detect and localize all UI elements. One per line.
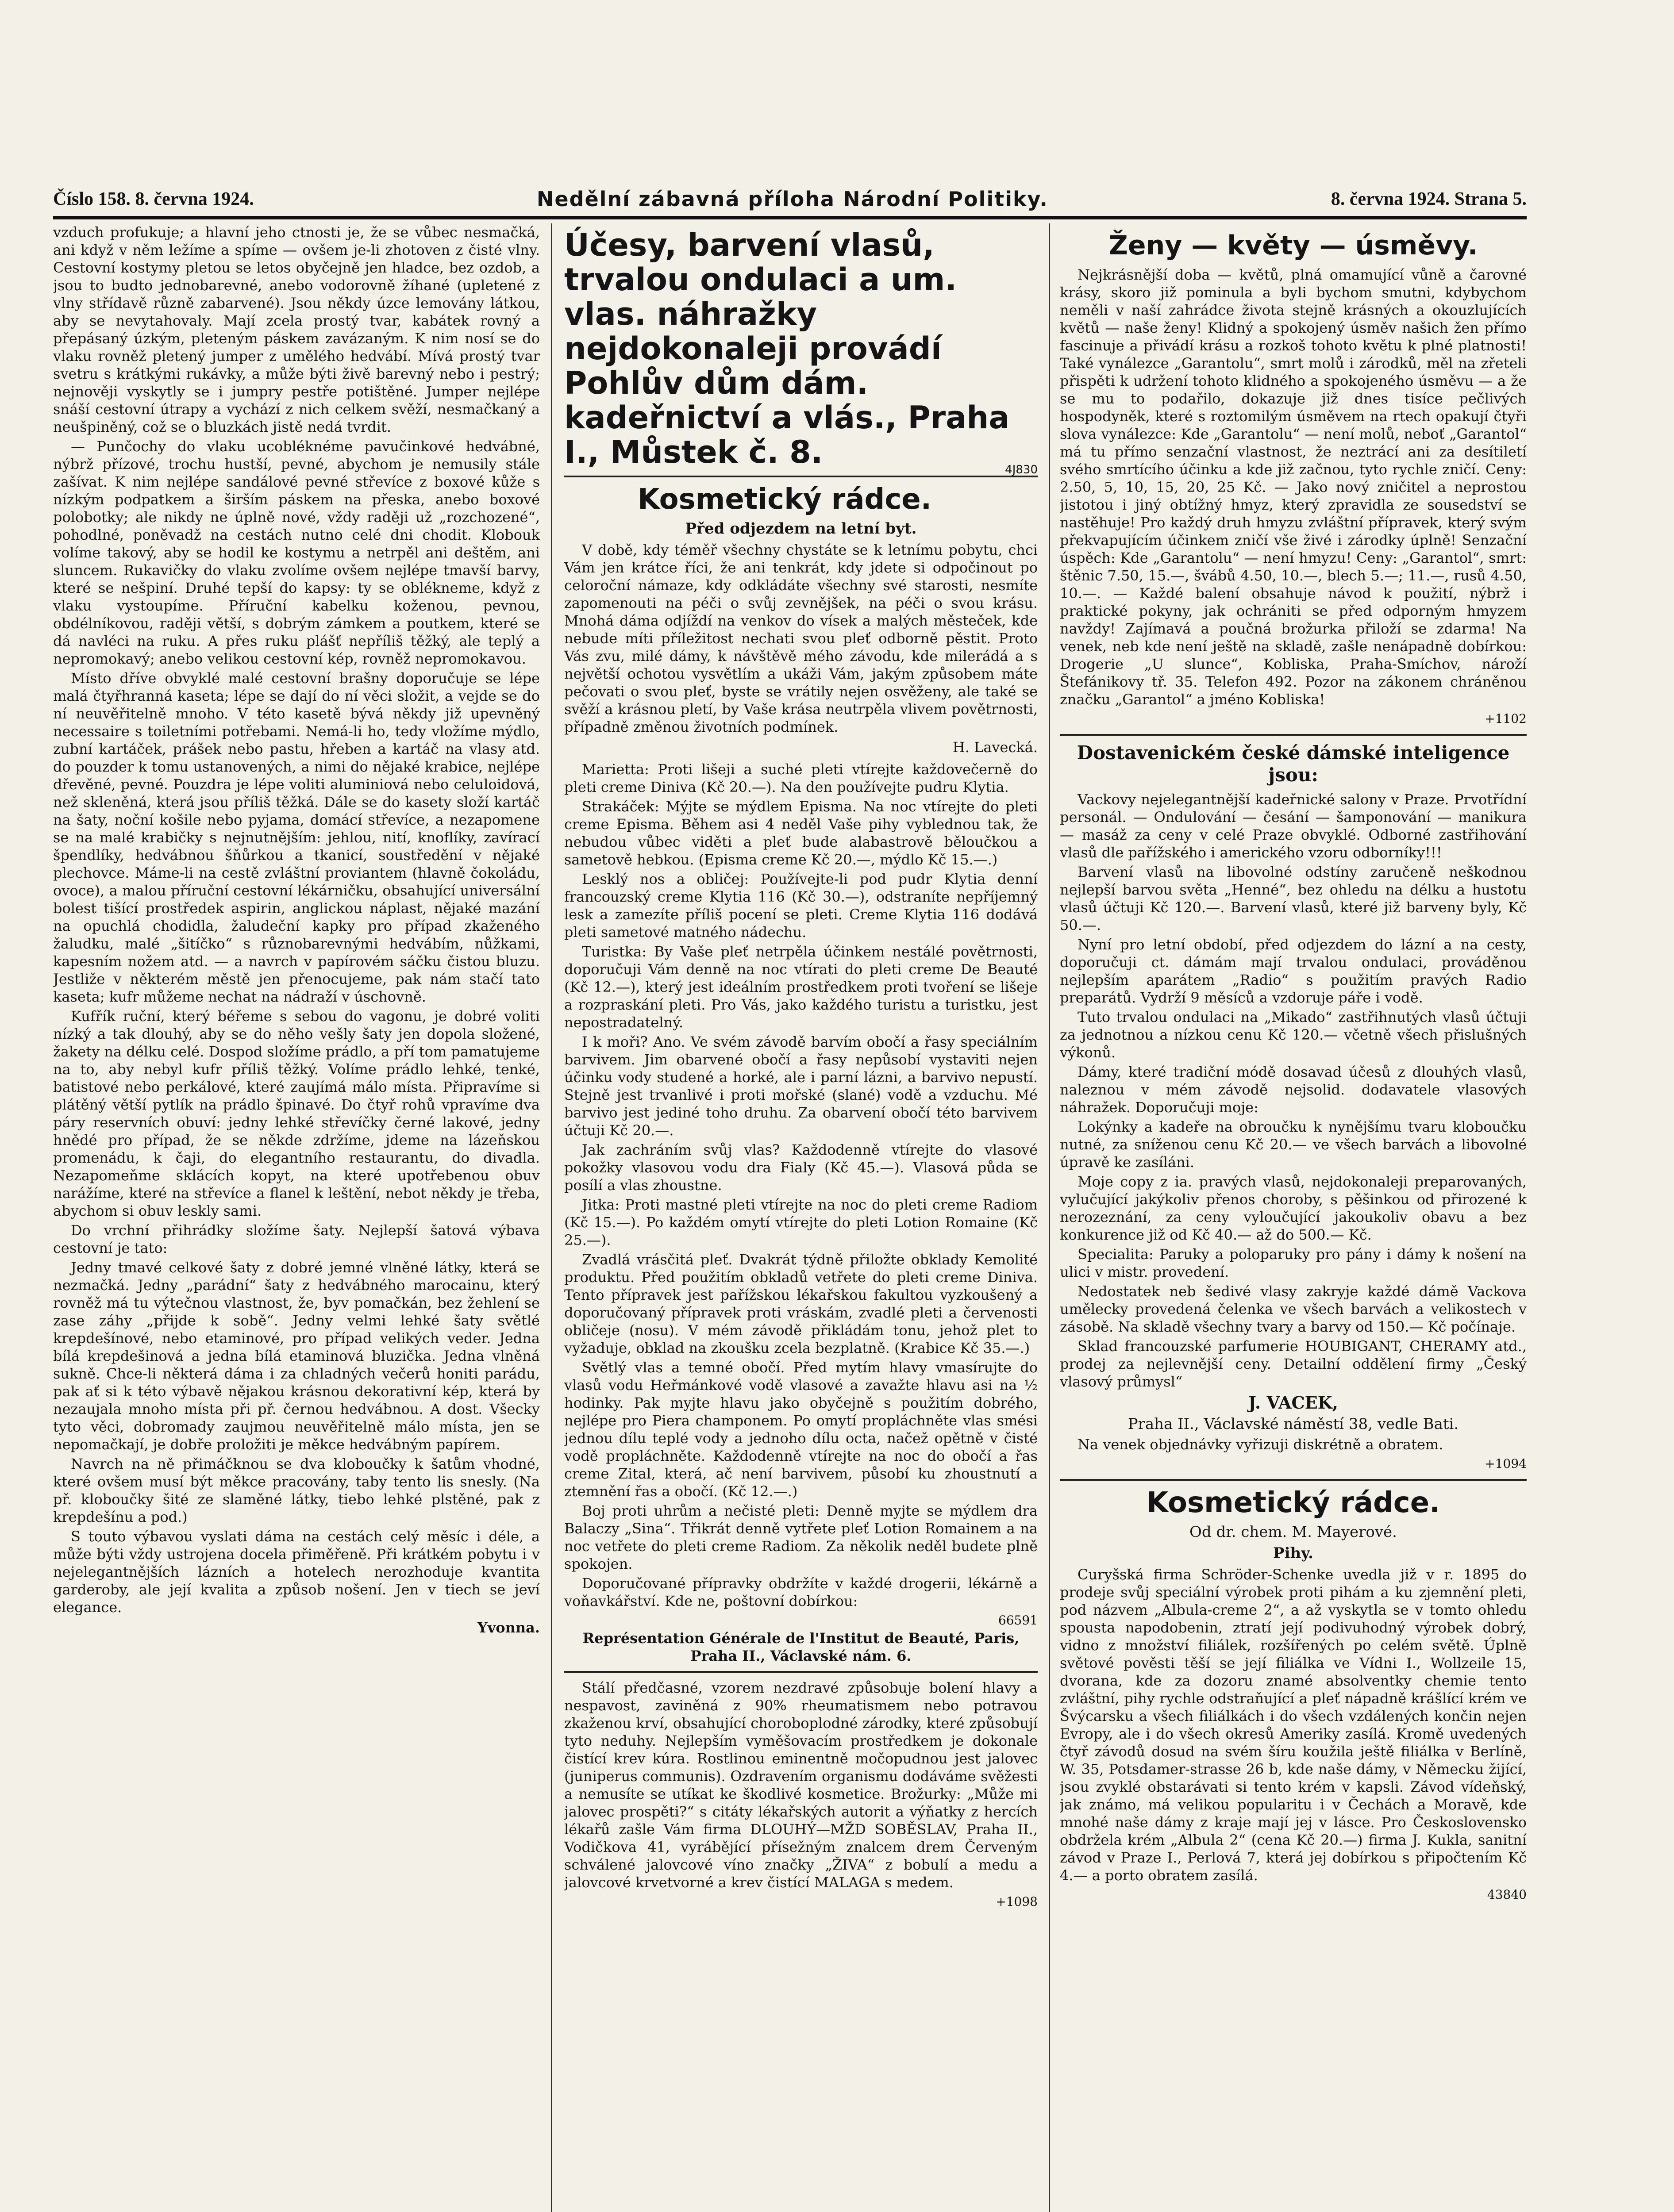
article-paragraph: Jedny tmavé celkové šaty z dobré jemné vlněné látky, která se nezmačká. Jedny „parádní“ šaty z hedvábného marocainu, který rovněž má tu výtečnou vlastnost, že, byv pomačkán, bez žehlení se zase záhy „přijde k sobě“. Jedny velmi lehké šaty světlé krepdešínové, nebo etaminové, pro případ velikých veder. Jedna bílá krepdešinová a jedna bílá etaminová bluzička. Jedna vlněná sukně. Chce-li některá dáma i za chladných večerů honiti parádu, pak ať si k této výbavě nějakou krásnou dekorativní kép, která by nezaujala mnoho místa při př. černou hedvábnou. A dost. Všecky tyto věci, dobromady zaujmou neuvěřitelně málo místa, jen se nepomačkají, je dobře proložiti je měkce hedvábným papírem. xyxy=(53,1259,540,1453)
header-masthead: Nedělní zábavná příloha Národní Politiky. xyxy=(536,187,1048,211)
column-divider xyxy=(1049,223,1050,2212)
header-page-number: 8. června 1924. Strana 5. xyxy=(1331,189,1527,209)
section-rule xyxy=(564,1671,1038,1673)
cosmetic-advice-byline: Od dr. chem. M. Mayerové. xyxy=(1189,1523,1397,1541)
ad-code: +1094 xyxy=(1485,1456,1527,1471)
cosmetic-advice-subtitle-2: Pihy. xyxy=(1273,1544,1313,1562)
juniper-ad: Stálí předčasné, vzorem nezdravé způsobuje bolení hlavy a nespavost, zaviněná z 90% rheumatismem nebo potravou zkaženou krví, obsahující choroboplodné zárodky, které způsobují tyto neduhy. Nejlepším vyměšovacím prostředkem je dokonale čistící krev kúra. Rostlinou eminentně močopudnou jest jalovec (juniperus communis). Ozdravením organismu dodáváme svěžesti a nemusíte se utíkat ke škodlivé kosmetice. Brožurky: „Může mi jalovec prospěti?“ s citáty lékařských autorit a výňatky z hercích lékařů zašle Vám firma DLOUHÝ—MŽD SOBĚSLAV, Praha II., Vodičkova 41, vyrábějící přísežným znalcem drem Červeným schválené jalovcové víno značky „ŽIVA“ z bobulí a medu a jalovcové krvetvorné a krev čistící MALAGA s medem. xyxy=(564,1679,1038,1891)
cosmetic-advice-signature: H. Lavecká. xyxy=(952,739,1038,756)
advice-answer: Jitka: Proti mastné pleti vtírejte na noc do pleti creme Radiom (Kč 15.—). Po každém omytí vtírejte do pleti Lotion Romaine (Kč 25.—). xyxy=(564,1196,1038,1248)
advice-answer: Marietta: Proti lišeji a suché pleti vtírejte každovečerně do pleti creme Diniva (Kč 20.—). Na den používejte pudru Klytia. xyxy=(564,761,1038,795)
header-rule xyxy=(53,216,1527,219)
hair-salon-ad-text: Účesy, barvení vlasů, trvalou ondulaci a um. vlas. náhražky nejdokonaleji provádí Pohlův dům dám. kadeřnictví a vlás., Praha I., Můstek č. 8. xyxy=(564,227,1010,470)
vacek-ad-paragraph: Lokýnky a kadeře na obroučku k nynějšímu tvaru kloboučku nutné, za sníženou cenu Kč 20.— ve všech barvách a libovolné úpravě ke zasíláni. xyxy=(1060,1118,1527,1171)
section-rule xyxy=(1060,1479,1527,1481)
vacek-ad-paragraph: Dámy, které tradiční módě dosavad účesů z dlouhých vlasů, naleznou v mém závodě nejsolid. dodavatele vlasových náhražek. Doporučuji moje: xyxy=(1060,1064,1527,1116)
article-paragraph: — Punčochy do vlaku ucobléknéme pavučinkové hedvábné, nýbrž přízové, trochu hustší, pevné, abychom je nemusily stále zašívat. K nim nejlépe sandálové pevné střevíce z boxové kůže s nízkým podpatkem a širším páskem na přeska, anebo boxové polobotky; ale nikdy ne úplně nové, vždy raději už „rozchozené“, pohodlné, poněvadž na cestách nutno celé dni chodit. Klobouk volíme takový, aby se hodil ke kostymu a netrpěl ani deštěm, ani sluncem. Rukavičky do vlaku zvolíme ovšem nejlépe tmavší barvy, které se nešpiní. Druhé tepší do kapsy: ty se oblékneme, když z vlaku vystoupíme. Příruční kabelku koženou, pevnou, obdélníkovou, raději větší, s dobrým zámkem a poutkem, které se dá navléci na ruku. A přes ruku plášť nepříliš těžký, ale teplý a nepromokavý; anebo velikou cestovní kép, rovněž nepromokavou. xyxy=(53,438,540,667)
vacek-ad-paragraph: Nyní pro letní období, před odjezdem do lázní a na cesty, doporučuji ct. dámám mají trvalou ondulaci, prováděnou nejlepším aparátem „Radio“ s použitím pravých Radio preparátů. Vydrží 9 měsíců a vzdoruje páře i vodě. xyxy=(1060,936,1527,1006)
article-paragraph: S touto výbavou vyslati dáma na cestách celý měsíc i déle, a může býti vždy ustrojena docela přiměřeně. Při krátkém pobytu i v nejelegantnějších lázních a hotelech nerozhoduje kvantita garderoby, ale její kvalita a způsob nošení. Jen v tiech se jeví elegance. xyxy=(53,1528,540,1616)
advice-answer: I k moři? Ano. Ve svém závodě barvím obočí a řasy speciálním barvivem. Jim obarvené obočí a řasy nepůsobí vystaviti nejen účinku vody studené a horké, ale i parní lázni, a barvivo nepustí. Stejně jest trvanlivé i proti mořské (slané) vodě a vzduchu. Mé barvivo jest jediné toho druhu. Za obarvení obočí této barvivem účtuji Kč 20.—. xyxy=(564,1033,1038,1139)
article-paragraph: vzduch profukuje; a hlavní jeho ctnosti je, že se vůbec nesmačká, ani když v něm ležíme a spíme — ovšem je-li zhotoven z čisté vlny. Cestovní kostymy pletou se letos obyčejně jen hladce, bez ozdob, a jsou to budto jednobarevné, anebo vodorovně žíhané (upletené z vlny střídavě různě zabarvené). Jsou někdy úzce lemovány látkou, aby se nevytahovaly. Mají zcela prostý tvar, kabátek rovný a přepásaný úzkým, pleteným páskem zavázaným. K nim nosí se do vlaku rovněž pletený jumper z umělého hedvábí. Mívá prostý tvar svetru s krátkými rukávky, a může býti živě barevný nebo i pestrý; nejnověji vyskytly se i jumpry pestře potištěné. Jumper nejlépe snáší cestovní útrapy a vychází z nich celkem svěží, nesmačkaný a neušpiněný, což se o bluzkách jistě nedá tvrdit. xyxy=(53,224,540,435)
vacek-ad-paragraph: Moje copy z ia. pravých vlasů, nejdokonaleji preparovaných, vylučující jakýkoliv přenos choroby, s pěšinkou od přirozené k nerozeznání, za ceny vyloučující jakoukoliv obavu a bez konkurence již od Kč 40.— až do 500.— Kč. xyxy=(1060,1173,1527,1243)
hair-salon-ad xyxy=(564,227,1038,476)
advice-answer: Zvadlá vrásčitá pleť. Dvakrát týdně přiložte obklady Kemolité produktu. Před použitím obkladů vetřete do pleti creme Diniva. Tento přípravek jest pařížskou lékařskou fakultou vyzkoušený a doporučovaný přípravek proti vráskám, zvadlé pleti a červenosti obličeje (nosu). V mém závodě přikládám tonu, jehož plet to vyžaduje, obklad na zkoušku zcela bezplatně. (Krabice Kč 35.—.) xyxy=(564,1251,1038,1356)
vacek-ad-paragraph: Barvení vlasů na libovolné odstíny zaručeně neškodnou nejlepší barvou světa „Henné“, bez ohledu na délku a hustotu vlasů účtuji Kč 120.—. Barvení vlasů, které již barveny byly, Kč 50.—. xyxy=(1060,864,1527,933)
article-paragraph: Curyšská firma Schröder-Schenke uvedla již v r. 1895 do prodeje svůj speciální výrobek proti pihám a ku zjemnění pleti, pod názvem „Albula-creme 2“, a až vyskytla se v tomto ohledu spousta napodobenin, ztratí její podivuhodný výrobek dobrý, vidno z množství filiálek, rozšířených po celém světě. Úplně světové pověsti těší se její filiálka ve Vídni I., Wollzeile 15, dvorana, kde za dozoru znamé absolventky chemie tento zvláštní, pihy rychle odstraňující a pleť nápadně krášlící krém ve Švýcarsku a všech filiálkách i do všech vzdálených končin nejen Evropy, ale i do všech okresů Ameriky zasílá. Kromě uvedených čtyř závodů dosud na svém šíru koužila ještě filiálka v Berlíně, W. 35, Potsdamer-strasse 26 b, kde naše dámy, v Německu žijící, jsou zvyklé obstarávati si tento krém v kapsli. Závod vídeňský, jak známo, má velikou popularitu i v Čechách a Moravě, kde mnohé naše dámy z kraje mají jej v lásce. Pro Československo obdržela krém „Albula 2“ (cena Kč 20.—) firma J. Kukla, sanitní závod v Praze I., Perlová 7, která jej dobírkou s připočtením Kč 4.— a porto obratem zasílá. xyxy=(1060,1566,1527,1884)
vacek-name: J. VACEK, xyxy=(1248,1393,1338,1413)
article-paragraph: Navrch na ně přimáčknou se dva kloboučky k šatům vhodné, které ovšem musí být měkce pracovány, taby tento lis snesly. (Na př. kloboučky šité ze slaměné látky, tiebo lehké plstěné, pak z krepdešínu a pod.) xyxy=(53,1455,540,1525)
advice-answer: Světlý vlas a temné obočí. Před mytím hlavy vmasírujte do vlasů vodu Heřmánkové vodě vlasové a zavažte hlavu asi na ½ hodinky. Pak myjte hlavu jako obyčejně s použitím dobrého, nejlépe pro Piera champonem. Po omytí propláchněte vlas smési jednou dílu teplé vody a jednoho dílu octa, načež opětně v čisté vodě propláchněte. Každodenně vtírejte na noc do obočí a řas creme Zital, která, ač není barvivem, působí ku zhoustnutí a ztemnění řas a obočí. (Kč 12.—.) xyxy=(564,1359,1038,1500)
article-paragraph: Kufřík ruční, který béřeme s sebou do vagonu, je dobré voliti nízký a tak dlouhý, aby se do něho vešly šaty jen dopola složené, žakety na délku celé. Dospod složíme prádlo, a pří tom pamatujeme na to, aby nebyl kufr příliš těžký. Volíme prádlo lehké, tenké, batistové nebo perkálové, které zaujímá málo místa. Připravíme si plátěný větší pytlík na prádlo špinavé. Do čtyř rohů vpravíme dva páry reservních obuví: jedny lehké střevíčky černé lakové, jedny hnědé pro případ, že se někde zdržíme, jdeme na lázeňskou promenádu, k čaji, do elegantního restaurantu, do divadla. Nezapomeňme sklácích kopyt, na které upotřebenou obuv narážíme, které na střevíce a flanel k leštění, nebot někdy je třeba, abychom si obuv leskly sami. xyxy=(53,1008,540,1219)
header-issue: Číslo 158. 8. června 1924. xyxy=(53,189,254,209)
column-middle xyxy=(564,223,1038,2212)
advice-answer: Doporučované přípravky obdržíte v každé drogerii, lékárně a voňavkářství. Kde ne, poštovní dobírkou: xyxy=(564,1575,1038,1609)
cosmetic-advice-title: Kosmetický rádce. xyxy=(638,483,932,516)
ad-code: 43840 xyxy=(1487,1887,1527,1902)
page-header xyxy=(53,184,1527,215)
advice-answer: Jak zachráním svůj vlas? Každodenně vtírejte do vlasové pokožky vlasovou vodu dra Fialy (Kč 45.—). Vlasová půda se posílí a vlas zhoustne. xyxy=(564,1141,1038,1194)
representation-address: Représentation Générale de l'Institut de Beauté, Paris, Praha II., Václavské nám. 6. xyxy=(582,1630,1020,1664)
cosmetic-advice-title-2: Kosmetický rádce. xyxy=(1146,1486,1440,1519)
article-paragraph: Místo dříve obvyklé malé cestovní brašny doporučuje se lépe malá čtyřhranná kaseta; lépe se dají do ní věci složit, a vejde se do ní neuvěřitelně mnoho. V této kasetě bývá někdy již upevněný necessaire s toiletními potřebami. Nemá-li ho, tedy vložíme mýdlo, zubní kartáček, prášek nebo pastu, hřeben a kartáč na vlasy atd. do pouzder k tomu ustanovených, a nimi do nějaké krabice, nejlépe dřevěné, pevné. Pouzdra je lépe voliti aluminiová nebo celuloidová, než skleněná, která jsou příliš těžká. Dále se do kasety složí kartáč na šaty, noční košile nebo pyjama, domácí střevíce, a nezapomene se na malé krabičky s nejnutnějším: jehlou, nití, knoflíky, zavírací špendlíky, hedvábnou šňůrkou a tkanicí, soustředění v nějaké plechovce. Máme-li na cestě zvláštní proviantem (hlavně čokoládu, ovoce), a malou příruční cestovní lékárničku, obsahující universální bolest tišící prostředek aspirin, anglickou náplast, nějaké mazání na opuchlá chodidla, žaludeční kapky pro případ zkaženého žaludku, malé „šitíčko“ s různobarevnými hedvábím, nůžkami, kapesním nožem atd. — a navrch v papírovém sáčku čistou bluzu. Jestliže v některém městě jen přenocujeme, pak nám stačí tato kaseta; kufr můžeme nechat na nádraží v úschovně. xyxy=(53,670,540,1005)
vacek-ad-paragraph: Tuto trvalou ondulaci na „Mikado“ zastřihnutých vlasů účtuji za jednotnou a nízkou cenu Kč 120.— včetně všech přislušných výkonů. xyxy=(1060,1009,1527,1061)
article-signature: Yvonna. xyxy=(477,1619,540,1636)
advice-answer: Boj proti uhrům a nečisté pleti: Denně myjte se mýdlem dra Balaczy „Sina“. Třikrát denně vytřete pleť Lotion Romainem a na noc vetřete do pleti creme Radiom. Za několik neděl budete plně spokojen. xyxy=(564,1502,1038,1572)
ad-code: 4J830 xyxy=(1005,463,1038,476)
vacek-ad-paragraph: Nedostatek neb šedivé vlasy zakryje každé dámě Vackova umělecky provedená čelenka ve všech barvách a velikostech v zásobě. Na skladě všechny tvary a barvy od 150.— Kč počínaje. xyxy=(1060,1283,1527,1335)
ad-code: +1098 xyxy=(996,1894,1038,1909)
vacek-note: Na venek objednávky vyřizuji diskrétně a obratem. xyxy=(1078,1436,1443,1453)
article-paragraph: Do vrchní přihrádky složíme šaty. Nejlepší šatová výbava cestovní je tato: xyxy=(53,1222,540,1256)
vacek-address: Praha II., Václavské náměstí 38, vedle Bati. xyxy=(1128,1415,1459,1433)
rep-code: 66591 xyxy=(998,1613,1038,1628)
advice-answer: Lesklý nos a obličej: Používejte-li pod pudr Klytia denní francouzský creme Klytia 116 (Kč 30.—), odstraníte nepříjemný lesk a zamezíte příliš pocení se pleti. Creme Klytia 116 dodává pleti sametové matného nádechu. xyxy=(564,871,1038,941)
column-left-article xyxy=(53,223,540,2212)
garantol-ad-text: Nejkrásnější doba — květů, plná omamující vůně a čarovné krásy, skoro již pominula a byli bychom smutni, kdybychom neměli v naší zahrádce života stejně krásných a okouzlujících květů — naše ženy! Klidný a spokojený úsměv našich žen přímo fascinuje a přivádí krásu a rozkoš tohoto květu k plné platnosti! Také vynálezce „Garantolu“, smrt molů i zárodků, měl na zřeteli přispěti k udržení tohoto klidného a spokojeného úsměvu — a že se mu to podařilo, dokazuje již dnes tisíce pečlivých hospodyněk, které s roztomilým úsměvem na rtech opakují čtyři slova vynálezce: Kde „Garantolu“ — není molů, neboť „Garantol“ má tu přímo senzační vlastnost, že neztrácí ani za desítiletí svého smrtícího účinku a kde již začnou, tyto rychle zničí. Ceny: 2.50, 5, 10, 15, 20, 25 Kč. — Jako nový zničitel a neprostou jistotou i jiný obtížný hmyz, který zpravidla ze sousedství se nastěhuje! Pro každý druh hmyzu zvláštní přípravek, který svým překvapujícím účinkem zničí vše živé i zárodky úplně! Senzační úspěch: Kde „Garantolu“ — není hmyzu! Ceny: „Garantol“, smrt: štěnic 7.50, 15.—, švábů 4.50, 10.—, blech 5.—; 11.—, rusů 4.50, 10.—. — Každé balení obsahuje návod k použití, nýbrž i praktické pokyny, jak ochrániti se před odporným hmyzem navždy! Zajímavá a poučná brožurka přiloží se zdarma! Na venek, neb kde není ještě na skladě, zašle nenápadně dobírkou: Drogerie „U slunce“, Kobliska, Praha-Smíchov, nároží Štefánikovy tř. 35. Telefon 492. Pozor na zákonem chráněnou značku „Garantol“ a jméno Kobliska! xyxy=(1060,266,1527,708)
garantol-ad-title: Ženy — květy — úsměvy. xyxy=(1108,230,1478,261)
ad-code: +1102 xyxy=(1485,711,1527,726)
column-divider xyxy=(551,223,552,2212)
cosmetic-advice-subtitle: Před odjezdem na letní byt. xyxy=(685,520,917,538)
section-rule xyxy=(1060,734,1527,736)
section-rule xyxy=(564,476,1038,477)
vacek-ad-paragraph: Sklad francouzské parfumerie HOUBIGANT, CHERAMY atd., prodej za nejlevnější ceny. Detailní oddělení firmy „Český vlasový průmysl“ xyxy=(1060,1338,1527,1390)
cosmetic-advice-intro: V době, kdy téměř všechny chystáte se k letnímu pobytu, chci Vám jen krátce říci, že ani tenkrát, kdy jdete si odpočinout po celoroční námaze, kdy odkládáte všechny své starosti, nesmíte zapomenouti na péči o svůj zevnějšek, na péči o svou krásu. Mnohá dáma odjíždí na venkov do vísek a malých městeček, kde nebude míti příležitost nechati svou pleť odborně pěstit. Proto Vás zvu, milé dámy, k návštěvě mého závodu, kde milerádá a s největší ochotou vysvětlím a ukáži Vám, jakým způsobem máte pečovati o svou pleť, byste se vrátily nejen osvěženy, ale také se svěží a krásnou pletí, by Vaše krása neutrpěla vlivem povětrnosti, případně změnou životních podmínek. xyxy=(564,541,1038,735)
advice-answer: Strakáček: Mýjte se mýdlem Episma. Na noc vtírejte do pleti creme Episma. Během asi 4 neděl Vaše pihy vyblednou tak, že nebudou vůbec viděti a pleť bude alabastrově běloučkou a sametově hebkou. (Episma creme Kč 20.—, mýdlo Kč 15.—.) xyxy=(564,798,1038,868)
vacek-ad-title: Dostavenickém české dámské inteligence jsou: xyxy=(1077,742,1510,786)
advice-answer: Turistka: By Vaše pleť netrpěla účinkem nestálé povětrnosti, doporučuji Vám denně na noc vtírati do pleti creme De Beauté (Kč 12.—), který jest ideálním prostředkem proti tvoření se lišeje a rozpraskání pleti. Pro Vás, jako každého turistu a turistku, jest nepostradatelný. xyxy=(564,943,1038,1031)
vacek-ad-paragraph: Vackovy nejelegantnější kadeřnické salony v Praze. Prvotřídní personál. — Ondulování — česání — šamponování — manikura — masáž za ceny v celé Praze obvyklé. Odborné zastřihování vlasů dle pařížského i amerického vzoru odborníky!!! xyxy=(1060,791,1527,861)
vacek-ad-paragraph: Specialita: Paruky a poloparuky pro pány i dámy k nošení na ulici v mistr. provedení. xyxy=(1060,1246,1527,1280)
column-right xyxy=(1060,223,1527,2212)
